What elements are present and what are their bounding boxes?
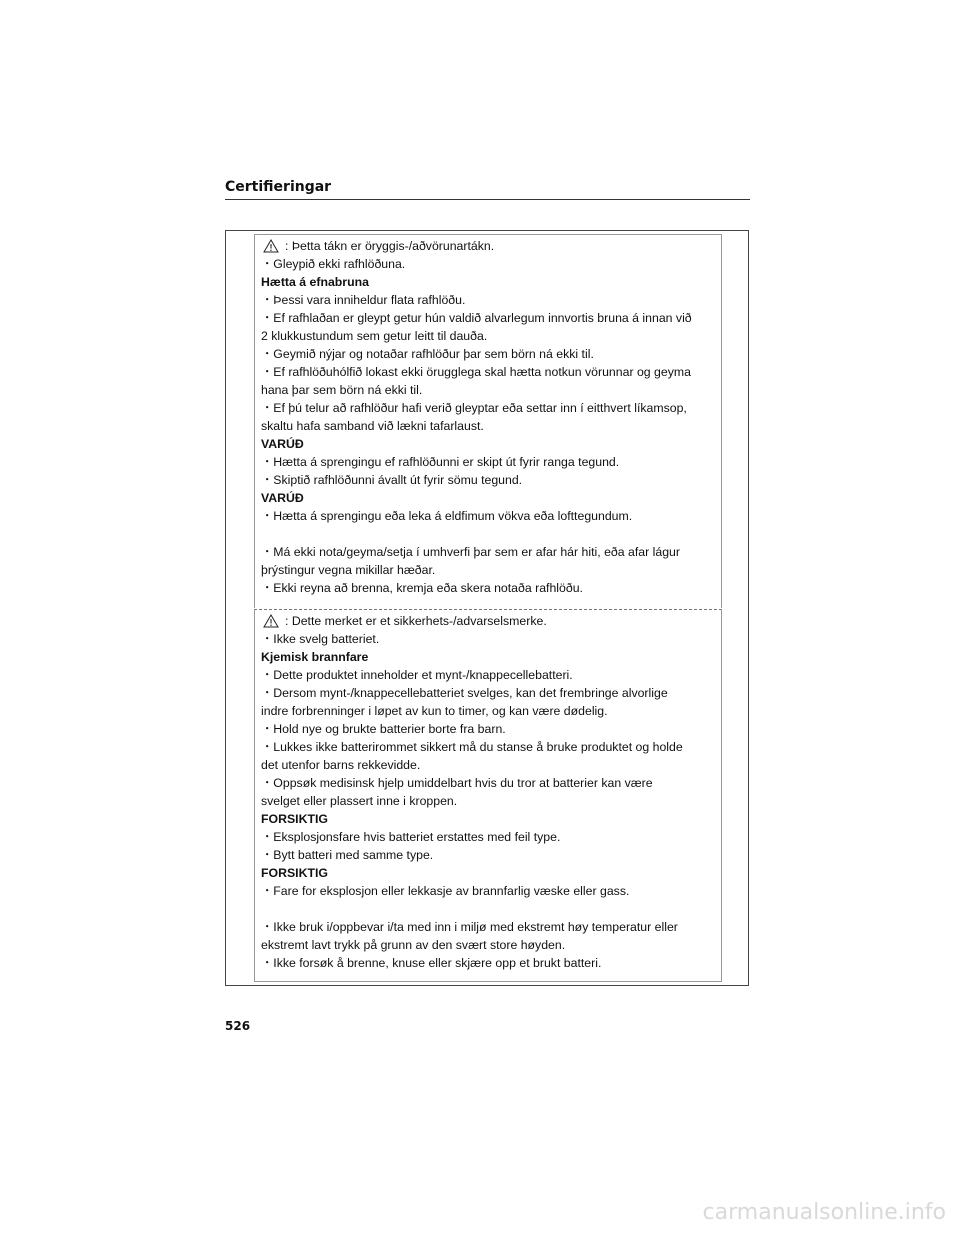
warning-triangle-icon bbox=[263, 614, 279, 628]
text-line: ・Ekki reyna að brenna, kremja eða skera notaða rafhlöðu. bbox=[261, 581, 583, 595]
blank-line bbox=[261, 525, 721, 543]
text-line: ・Má ekki nota/geyma/setja í umhverfi þar sem er afar hár hiti, eða afar lágur bbox=[261, 545, 680, 559]
text-line: 2 klukkustundum sem getur leitt til dauða. bbox=[261, 329, 488, 343]
norwegian-text-lines bbox=[261, 630, 721, 972]
title-divider bbox=[225, 199, 750, 200]
norwegian-warning-text: : Dette merket er et sikkerhets-/advarselsmerke. bbox=[285, 614, 547, 628]
text-line: ・Oppsøk medisinsk hjelp umiddelbart hvis du tror at batterier kan være bbox=[261, 776, 653, 790]
norwegian-warning-header bbox=[261, 612, 721, 630]
text-line: svelget eller plassert inne i kroppen. bbox=[261, 794, 458, 808]
text-line: ・Ikke forsøk å brenne, knuse eller skjære opp et brukt batteri. bbox=[261, 956, 602, 970]
blank-line bbox=[261, 900, 721, 918]
text-line: ・Dette produktet inneholder et mynt-/knappecellebatteri. bbox=[261, 668, 573, 682]
icelandic-warning-panel bbox=[254, 234, 722, 608]
norwegian-warning-panel bbox=[254, 609, 722, 982]
text-line: skaltu hafa samband við lækni tafarlaust. bbox=[261, 419, 484, 433]
text-line: ・Eksplosjonsfare hvis batteriet erstattes med feil type. bbox=[261, 830, 561, 844]
section-heading: Kjemisk brannfare bbox=[261, 650, 369, 664]
text-line: ・Hold nye og brukte batterier borte fra barn. bbox=[261, 722, 506, 736]
warning-triangle-icon bbox=[263, 239, 279, 253]
text-line: ・Þessi vara inniheldur flata rafhlöðu. bbox=[261, 293, 466, 307]
section-heading: VARÚÐ bbox=[261, 491, 304, 505]
text-line: ・Bytt batteri med samme type. bbox=[261, 848, 434, 862]
section-title: Certifieringar bbox=[225, 179, 332, 195]
text-line: ・Hætta á sprengingu eða leka á eldfimum vökva eða lofttegundum. bbox=[261, 509, 633, 523]
text-line: ・Geymið nýjar og notaðar rafhlöður þar sem börn ná ekki til. bbox=[261, 347, 594, 361]
text-line: ・Ef þú telur að rafhlöður hafi verið gleyptar eða settar inn í eitthvert líkamsop, bbox=[261, 401, 687, 415]
section-heading: Hætta á efnabruna bbox=[261, 275, 369, 289]
icelandic-text-lines bbox=[261, 255, 721, 597]
section-heading: FORSIKTIG bbox=[261, 866, 328, 880]
text-line: ・Ikke svelg batteriet. bbox=[261, 632, 380, 646]
watermark: carmanualsonline.info bbox=[702, 1200, 946, 1225]
text-line: ・Fare for eksplosjon eller lekkasje av brannfarlig væske eller gass. bbox=[261, 884, 630, 898]
text-line: ・Hætta á sprengingu ef rafhlöðunni er skipt út fyrir ranga tegund. bbox=[261, 455, 620, 469]
text-line: ・Ef rafhlöðuhólfið lokast ekki örugglega skal hætta notkun vörunnar og geyma bbox=[261, 365, 691, 379]
text-line: ekstremt lavt trykk på grunn av den svært store høyden. bbox=[261, 938, 566, 952]
icelandic-warning-text: : Þetta tákn er öryggis-/aðvörunartákn. bbox=[285, 239, 495, 253]
page-number: 526 bbox=[225, 1019, 251, 1033]
text-line: ・Skiptið rafhlöðunni ávallt út fyrir sömu tegund. bbox=[261, 473, 523, 487]
section-heading: VARÚÐ bbox=[261, 437, 304, 451]
text-line: ・Ikke bruk i/oppbevar i/ta med inn i miljø med ekstremt høy temperatur eller bbox=[261, 920, 678, 934]
icelandic-warning-header bbox=[261, 237, 721, 255]
text-line: ・Gleypið ekki rafhlöðuna. bbox=[261, 257, 406, 271]
text-line: ・Dersom mynt-/knappecellebatteriet svelges, kan det frembringe alvorlige bbox=[261, 686, 668, 700]
text-line: det utenfor barns rekkevidde. bbox=[261, 758, 421, 772]
text-line: ・Lukkes ikke batterirommet sikkert må du stanse å bruke produktet og holde bbox=[261, 740, 683, 754]
text-line: þrýstingur vegna mikillar hæðar. bbox=[261, 563, 436, 577]
section-heading: FORSIKTIG bbox=[261, 812, 328, 826]
text-line: indre forbrenninger i løpet av kun to timer, og kan være dødelig. bbox=[261, 704, 608, 718]
text-line: ・Ef rafhlaðan er gleypt getur hún valdið alvarlegum innvortis bruna á innan við bbox=[261, 311, 692, 325]
text-line: hana þar sem börn ná ekki til. bbox=[261, 383, 423, 397]
